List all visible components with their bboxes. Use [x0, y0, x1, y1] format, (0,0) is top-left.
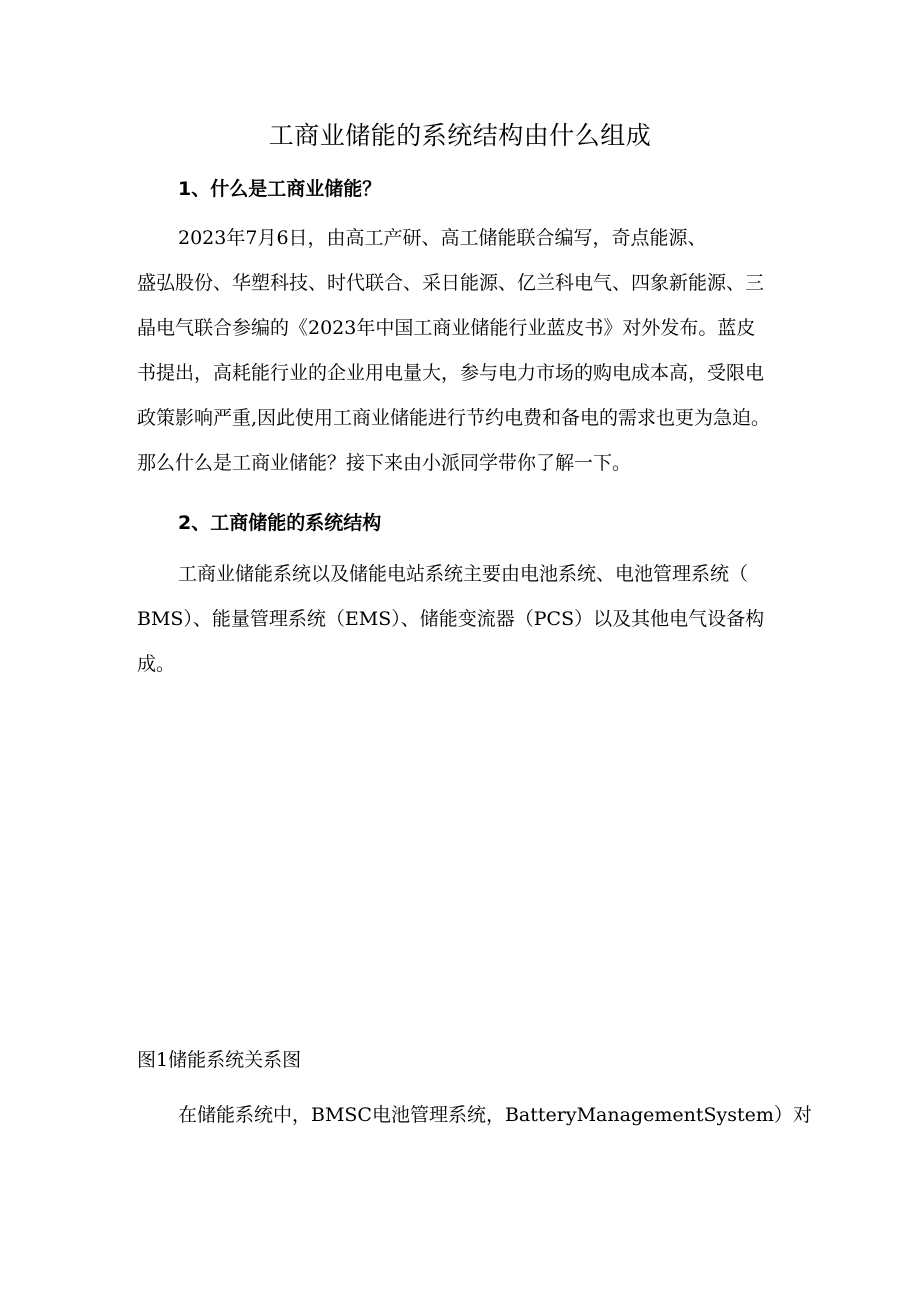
paragraph-line: BMS）、能量管理系统（EMS）、储能变流器（PCS）以及其他电气设备构	[137, 608, 765, 630]
section-1-heading: 1、什么是工商业储能？	[178, 178, 382, 200]
section-2-heading: 2、工商储能的系统结构	[178, 512, 382, 534]
paragraph-line: 成。	[137, 653, 176, 675]
figure-caption: 图1储能系统关系图	[137, 1049, 302, 1071]
document-title: 工商业储能的系统结构由什么组成	[268, 121, 652, 150]
closing-paragraph-line: 在储能系统中，BMSC电池管理系统，BatteryManagementSystem）对	[178, 1104, 812, 1126]
paragraph-line: 那么什么是工商业储能？接下来由小派同学带你了解一下。	[137, 452, 632, 474]
paragraph-line: 政策影响严重,因此使用工商业储能进行节约电费和备电的需求也更为急迫。	[137, 407, 771, 429]
section-1-paragraph	[137, 216, 797, 486]
paragraph-line: 晶电气联合参编的《2023年中国工商业储能行业蓝皮书》对外发布。蓝皮	[137, 317, 756, 339]
paragraph-line: 书提出，高耗能行业的企业用电量大，参与电力市场的购电成本高，受限电	[137, 362, 765, 384]
paragraph-line: 2023年7月6日，由高工产研、高工储能联合编写，奇点能源、	[178, 227, 707, 249]
paragraph-line: 盛弘股份、华塑科技、时代联合、采日能源、亿兰科电气、四象新能源、三	[137, 272, 765, 294]
paragraph-line: 工商业储能系统以及储能电站系统主要由电池系统、电池管理系统（	[178, 563, 749, 585]
section-2-paragraph	[137, 552, 797, 687]
